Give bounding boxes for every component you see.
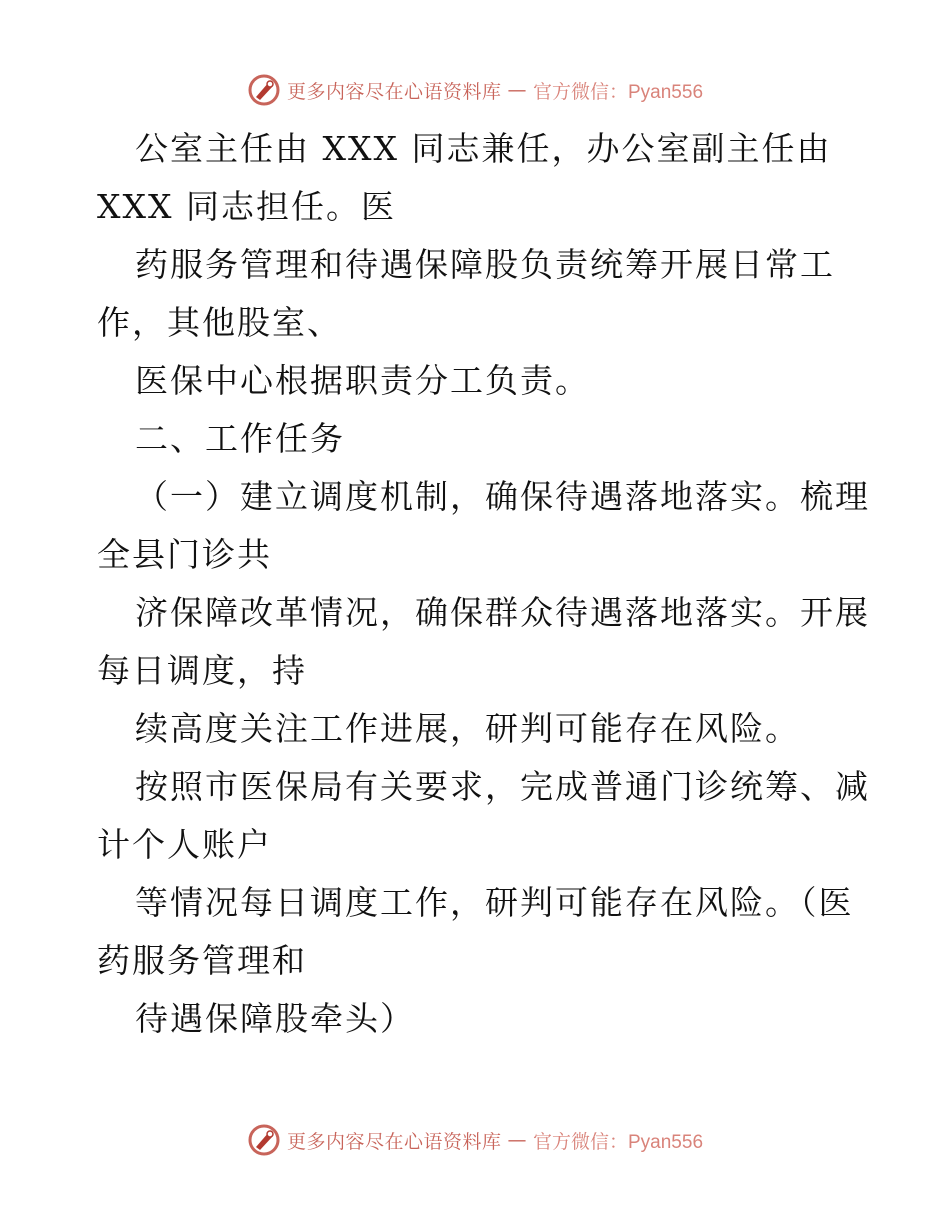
text-line: 济保障改革情况，确保群众待遇落地落实。开展: [135, 593, 870, 632]
watermark-text: 更多内容尽在心语资料库: [286, 1130, 502, 1153]
document-body: [97, 120, 870, 1048]
watermark-logo-icon: [247, 73, 281, 107]
text-line: 等情况每日调度工作，研判可能存在风险。（医: [135, 883, 854, 922]
watermark-contact: 官方微信：Pyan556: [533, 81, 704, 103]
text-line: 公室主任由 XXX 同志兼任，办公室副主任由: [135, 129, 832, 168]
text-line: 按照市医保局有关要求，完成普通门诊统筹、减: [135, 767, 870, 806]
text-line: 计个人账户: [97, 825, 272, 864]
watermark-footer: [0, 1120, 950, 1160]
text-line: 作，其他股室、: [97, 303, 342, 342]
text-line: 待遇保障股牵头）: [135, 999, 415, 1038]
watermark-separator: —: [507, 79, 527, 101]
text-line: 二、工作任务: [135, 419, 345, 458]
watermark-separator: —: [507, 1129, 527, 1151]
watermark-text: 更多内容尽在心语资料库: [286, 80, 502, 103]
watermark-logo-icon: [247, 1123, 281, 1157]
text-line: 药服务管理和待遇保障股负责统筹开展日常工: [135, 245, 835, 284]
text-line: 全县门诊共: [97, 535, 272, 574]
text-line: 药服务管理和: [97, 941, 307, 980]
text-line: 每日调度，持: [97, 651, 307, 690]
text-line: 续高度关注工作进展，研判可能存在风险。: [135, 709, 800, 748]
text-line: XXX 同志担任。医: [97, 187, 396, 226]
text-line: （一）建立调度机制，确保待遇落地落实。梳理: [135, 477, 870, 516]
watermark-header: [0, 70, 950, 110]
text-line: 医保中心根据职责分工负责。: [135, 361, 590, 400]
watermark-contact: 官方微信：Pyan556: [533, 1131, 704, 1153]
